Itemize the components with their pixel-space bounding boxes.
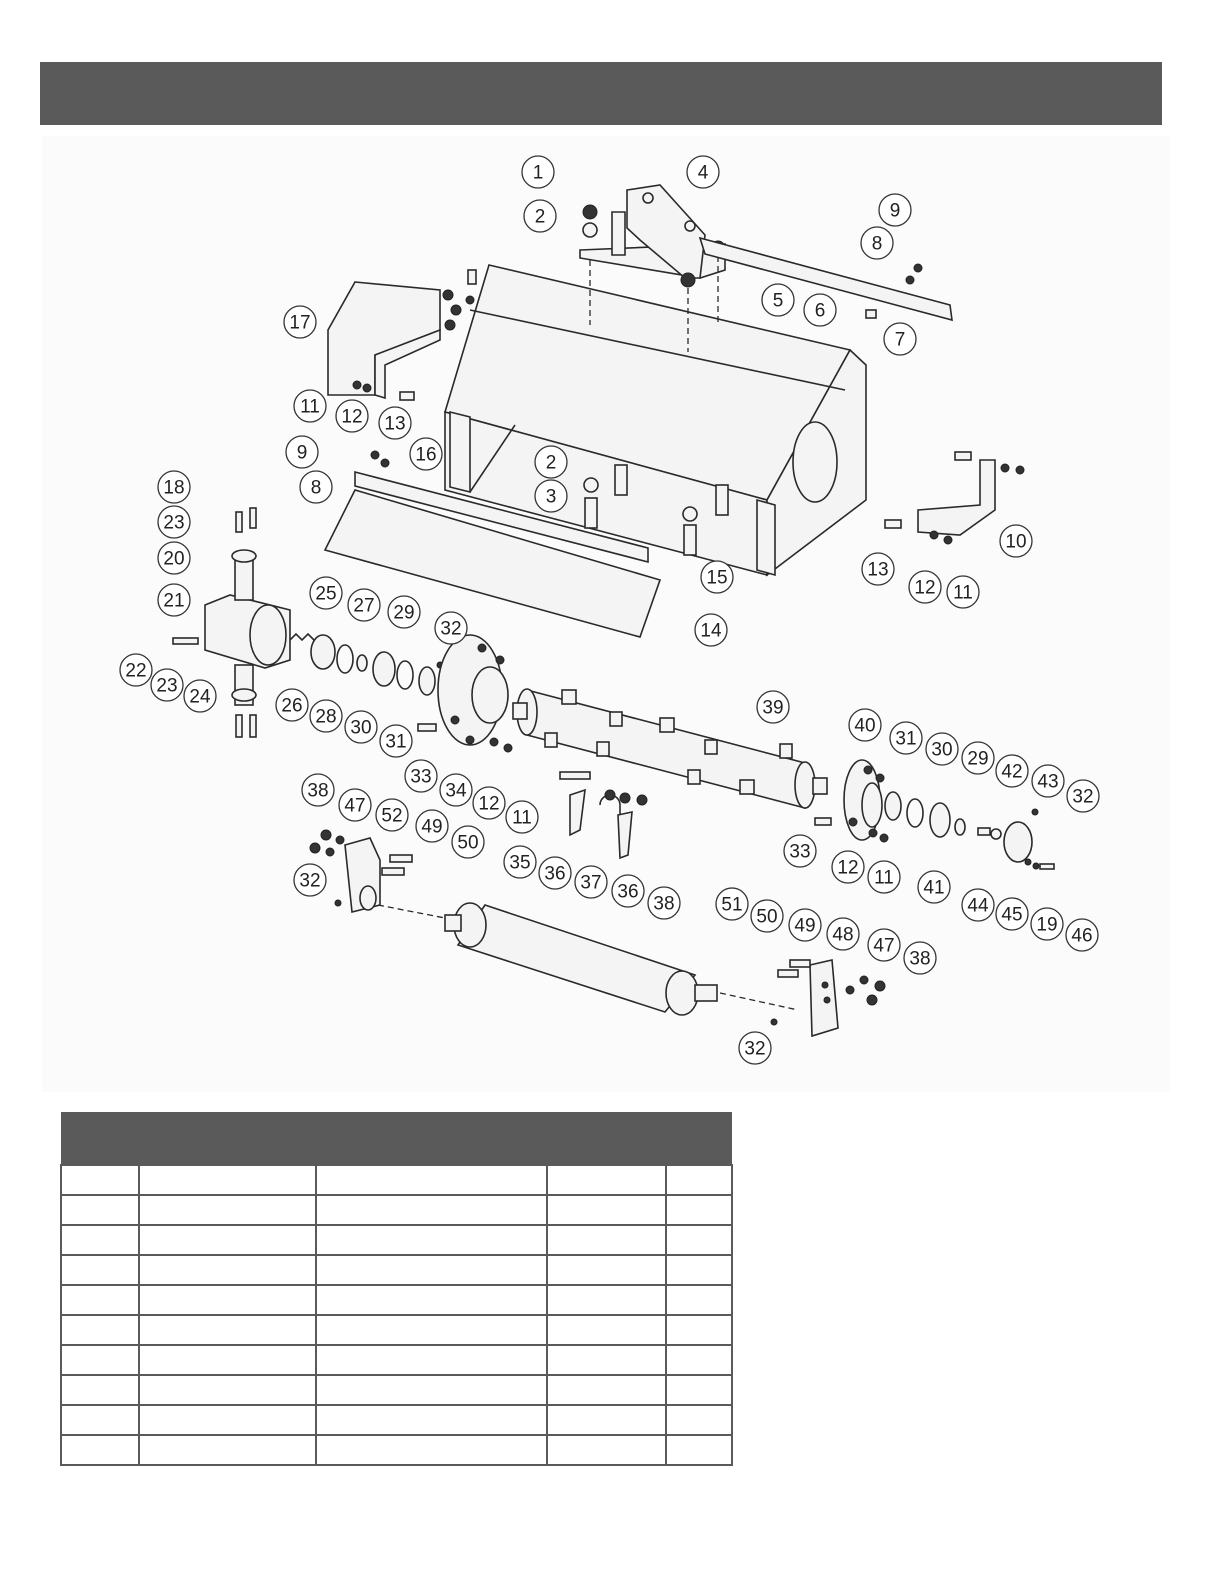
table-cell [666,1315,732,1345]
callout-33 [405,760,437,792]
callout-8 [300,471,332,503]
callout-41 [918,871,950,903]
callout-11 [294,390,326,422]
callout-number: 10 [1005,531,1027,553]
callout-number: 13 [384,413,406,435]
table-cell [666,1405,732,1435]
left-bearing-stack [311,635,443,695]
callout-number: 33 [789,841,811,863]
table-cell [547,1195,667,1225]
callout-number: 31 [895,728,917,750]
callout-32 [435,612,467,644]
callout-43 [1032,765,1064,797]
callout-number: 8 [310,477,322,499]
callout-number: 11 [300,396,320,418]
callout-number: 12 [837,857,859,879]
callout-number: 14 [700,620,722,642]
callout-28 [310,700,342,732]
callout-number: 11 [874,867,894,889]
callout-number: 37 [580,872,602,894]
callout-number: 30 [931,739,953,761]
blade-hardware [560,772,647,858]
table-cell [61,1435,139,1465]
callout-11 [947,576,979,608]
table-cell [316,1225,546,1255]
table-cell [666,1285,732,1315]
callout-5 [762,284,794,316]
table-cell [316,1255,546,1285]
callout-47 [868,929,900,961]
callout-13 [379,407,411,439]
callout-7 [884,323,916,355]
table-cell [61,1255,139,1285]
table-cell [139,1255,316,1285]
callout-4 [687,156,719,188]
callout-9 [286,436,318,468]
table-cell [666,1195,732,1225]
callout-42 [996,755,1028,787]
table-cell [547,1345,667,1375]
callout-50 [452,826,484,858]
callout-29 [388,596,420,628]
table-cell [316,1405,546,1435]
callout-52 [376,799,408,831]
callout-number: 38 [653,893,675,915]
callout-9 [879,194,911,226]
callout-number: 3 [545,486,557,508]
callout-25 [310,577,342,609]
callout-number: 15 [706,567,728,589]
callout-15 [701,561,733,593]
callout-2 [535,446,567,478]
callout-number: 19 [1036,914,1058,936]
callout-number: 13 [867,559,889,581]
table-cell [139,1405,316,1435]
callout-number: 12 [341,406,363,428]
callout-14 [695,614,727,646]
callout-46 [1066,919,1098,951]
callout-number: 22 [125,660,147,682]
callout-6 [804,294,836,326]
table-cell [139,1165,316,1195]
table-cell [316,1315,546,1345]
callout-31 [380,725,412,757]
callout-26 [276,689,308,721]
callout-number: 38 [909,948,931,970]
callout-35 [504,846,536,878]
callout-29 [962,742,994,774]
callout-number: 50 [457,832,479,854]
callout-number: 6 [814,300,826,322]
table-cell [547,1285,667,1315]
callout-36 [612,875,644,907]
callout-number: 34 [445,780,467,802]
callout-39 [757,691,789,723]
table-cell [666,1345,732,1375]
callout-33 [784,835,816,867]
callout-30 [345,711,377,743]
callout-number: 30 [350,717,372,739]
callout-number: 50 [756,906,778,928]
callout-number: 5 [772,290,784,312]
table-cell [547,1165,667,1195]
callout-23 [158,506,190,538]
table-cell [61,1345,139,1375]
table-row [61,1315,732,1345]
callout-number: 45 [1001,904,1023,926]
callout-number: 46 [1071,925,1093,947]
callout-number: 24 [189,686,211,708]
callout-32 [739,1032,771,1064]
table-cell [61,1165,139,1195]
callout-24 [184,680,216,712]
callout-number: 43 [1037,771,1059,793]
callout-47 [339,789,371,821]
callout-34 [440,774,472,806]
callout-19 [1031,908,1063,940]
table-header [61,1112,732,1165]
callout-number: 23 [156,675,178,697]
table-row [61,1285,732,1315]
table-cell [139,1375,316,1405]
callout-32 [294,864,326,896]
table-cell [547,1315,667,1345]
callout-17 [284,306,316,338]
callout-32 [1067,780,1099,812]
callout-number: 27 [353,595,375,617]
callout-number: 47 [344,795,366,817]
callout-number: 12 [914,577,936,599]
callout-number: 33 [410,766,432,788]
table-row [61,1165,732,1195]
callout-31 [890,722,922,754]
callout-number: 48 [832,924,854,946]
callout-30 [926,733,958,765]
table-cell [316,1165,546,1195]
table-header-row [61,1112,732,1165]
table-row [61,1405,732,1435]
table-cell [139,1435,316,1465]
left-flange [418,635,512,752]
callout-2 [524,200,556,232]
table-cell [139,1315,316,1345]
table-cell [666,1255,732,1285]
callout-number: 2 [545,452,557,474]
callout-number: 11 [512,807,532,829]
callout-12 [473,787,505,819]
callout-number: 23 [163,512,185,534]
callout-number: 44 [967,895,989,917]
callout-27 [348,589,380,621]
callout-number: 26 [281,695,303,717]
table-row [61,1435,732,1465]
callout-44 [962,889,994,921]
callout-number: 7 [894,329,906,351]
callout-number: 49 [794,915,816,937]
table-cell [547,1255,667,1285]
table-cell [61,1195,139,1225]
callout-number: 32 [299,870,321,892]
callout-12 [336,400,368,432]
callout-13 [862,553,894,585]
table-cell [547,1225,667,1255]
callout-23 [151,669,183,701]
table-cell [316,1285,546,1315]
right-side-bracket [885,452,1024,544]
callout-number: 17 [289,312,311,334]
table-cell [547,1375,667,1405]
hood-housing [445,265,866,575]
table-cell [61,1285,139,1315]
callout-number: 4 [697,162,709,184]
table-row [61,1255,732,1285]
callout-11 [506,801,538,833]
callout-number: 16 [415,444,437,466]
callout-16 [410,438,442,470]
table-cell [547,1435,667,1465]
callout-number: 32 [1072,786,1094,808]
callout-number: 20 [163,548,185,570]
right-roller-bracket [771,960,885,1036]
callout-38 [648,887,680,919]
callout-49 [789,909,821,941]
callout-number: 35 [509,852,531,874]
table-cell [316,1195,546,1225]
callout-number: 12 [478,793,500,815]
callout-number: 8 [871,233,883,255]
table-cell [666,1375,732,1405]
table-cell [139,1195,316,1225]
table-cell [139,1285,316,1315]
callout-number: 41 [923,877,945,899]
callout-number: 28 [315,706,337,728]
callout-number: 2 [534,206,546,228]
table-cell [666,1435,732,1465]
callout-50 [751,900,783,932]
callout-51 [716,888,748,920]
callout-8 [861,227,893,259]
table-row [61,1195,732,1225]
callout-number: 49 [421,816,443,838]
callout-40 [849,709,881,741]
table-cell [316,1375,546,1405]
callout-18 [158,471,190,503]
callout-number: 21 [163,590,185,612]
table-cell [666,1225,732,1255]
callout-number: 36 [617,881,639,903]
callout-49 [416,810,448,842]
table-cell [316,1435,546,1465]
table-cell [61,1405,139,1435]
callout-number: 29 [393,602,415,624]
callout-number: 51 [721,894,743,916]
callout-number: 18 [163,477,185,499]
callout-number: 9 [296,442,308,464]
table-cell [666,1165,732,1195]
callout-3 [535,480,567,512]
callout-21 [158,584,190,616]
callout-number: 40 [854,715,876,737]
callout-10 [1000,525,1032,557]
parts-list-table [60,1112,733,1466]
callout-22 [120,654,152,686]
callout-48 [827,918,859,950]
table-row [61,1225,732,1255]
table-row [61,1375,732,1405]
callout-number: 29 [967,748,989,770]
table-cell [139,1225,316,1255]
callout-12 [909,571,941,603]
callout-number: 38 [307,780,329,802]
callout-number: 25 [315,583,337,605]
callout-45 [996,898,1028,930]
table-cell [547,1405,667,1435]
callout-number: 32 [744,1038,766,1060]
callout-number: 47 [873,935,895,957]
callout-number: 31 [385,731,407,753]
table-row [61,1345,732,1375]
callout-number: 42 [1001,761,1023,783]
callout-number: 11 [953,582,973,604]
callout-38 [904,942,936,974]
callout-37 [575,866,607,898]
callout-number: 39 [762,697,784,719]
callout-11 [868,861,900,893]
table-body [61,1165,732,1465]
callout-number: 1 [532,162,544,184]
callout-38 [302,774,334,806]
callout-12 [832,851,864,883]
table-cell [61,1315,139,1345]
table-cell [61,1225,139,1255]
callout-20 [158,542,190,574]
callout-number: 52 [381,805,403,827]
callout-number: 32 [440,618,462,640]
table-cell [316,1345,546,1375]
callout-1 [522,156,554,188]
table-cell [139,1345,316,1375]
callout-36 [539,857,571,889]
left-roller-bracket [310,830,412,912]
callout-number: 36 [544,863,566,885]
callout-number: 9 [889,200,901,222]
table-cell [61,1375,139,1405]
